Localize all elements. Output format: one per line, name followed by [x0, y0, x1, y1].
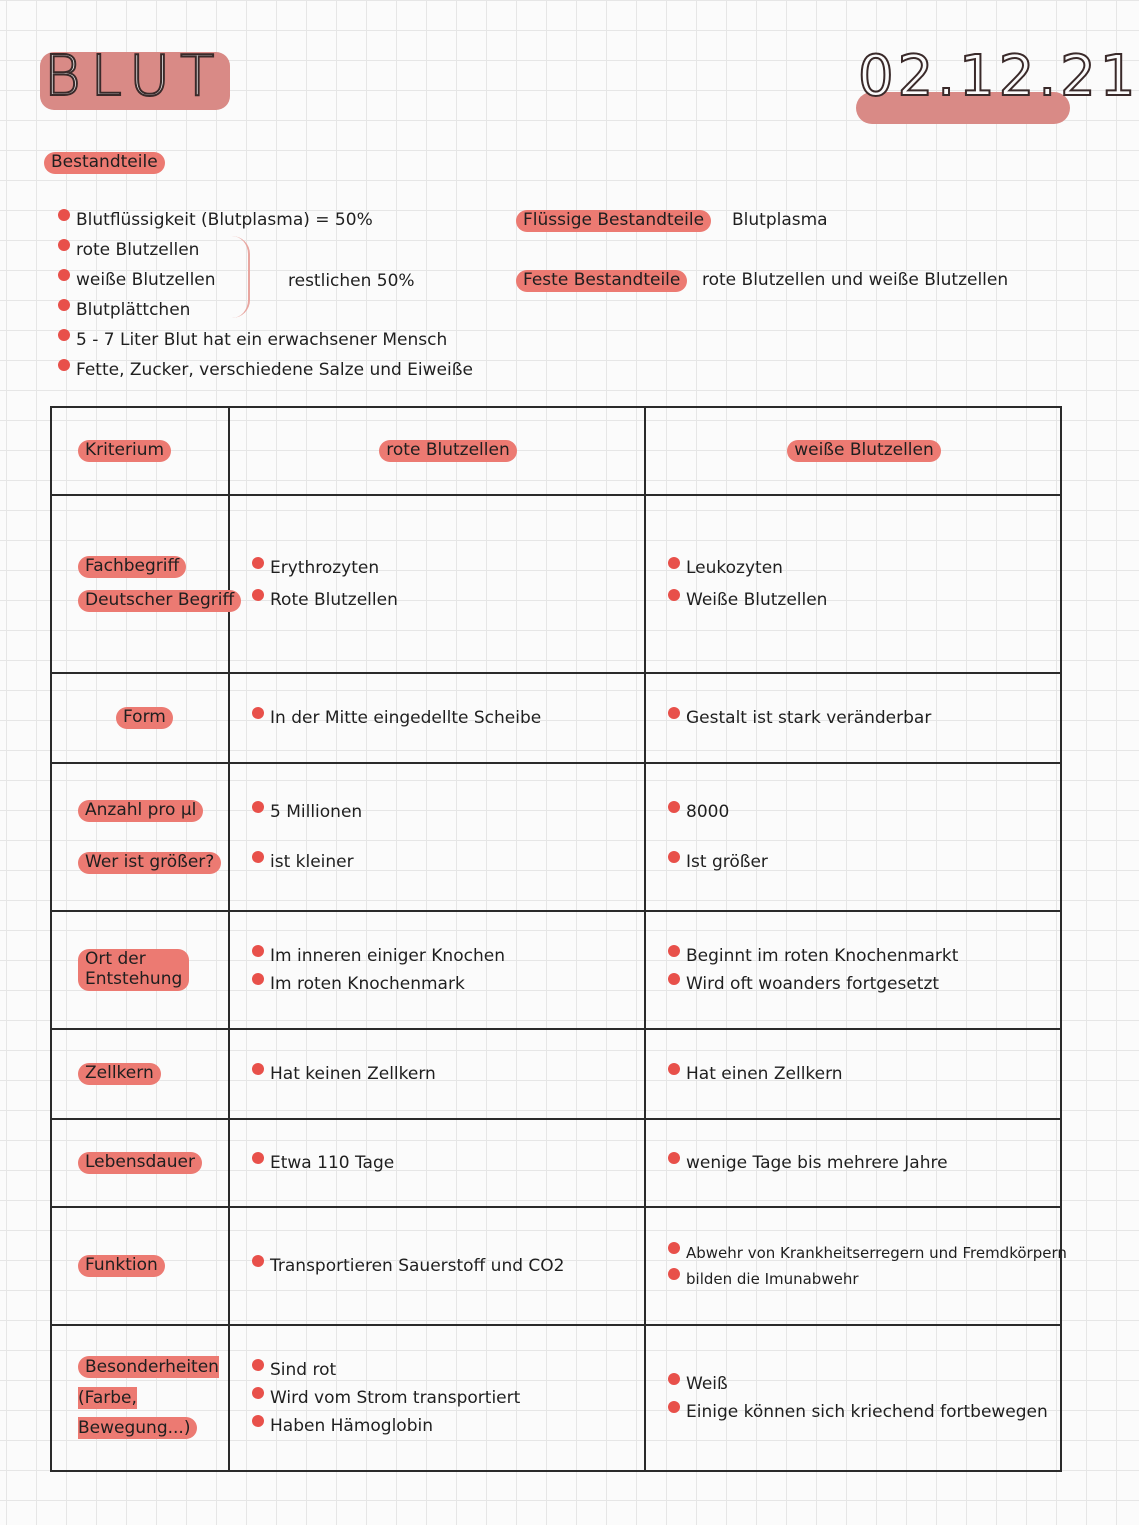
bullet-icon: [58, 209, 70, 221]
weiss-cell: Beginnt im roten Knochenmarkt Wird oft woanders fortgesetzt: [645, 911, 1061, 1029]
bullet-icon: [668, 1401, 680, 1413]
rot-cell: 5 Millionen ist kleiner: [229, 763, 645, 911]
criterion-cell: Fachbegriff Deutscher Begriff: [51, 495, 229, 673]
list-item: Blutplättchen: [58, 300, 190, 320]
criterion-cell: Funktion: [51, 1207, 229, 1325]
bullet-icon: [252, 1152, 264, 1164]
bullet-icon: [668, 557, 680, 569]
bullet-icon: [668, 589, 680, 601]
criterion-cell: Besonderheiten (Farbe, Bewegung...): [51, 1325, 229, 1471]
weiss-cell: Leukozyten Weiße Blutzellen: [645, 495, 1061, 673]
page-title: BLUT: [44, 44, 225, 109]
weiss-cell: Weiß Einige können sich kriechend fortbewegen: [645, 1325, 1061, 1471]
table-row: [51, 1029, 1061, 1119]
bullet-icon: [252, 1387, 264, 1399]
bullet-icon: [252, 1415, 264, 1427]
table-row: [51, 911, 1061, 1029]
table-header-cell: rote Blutzellen: [229, 407, 645, 495]
list-item: Fette, Zucker, verschiedene Salze und Eiweiße: [58, 360, 473, 380]
fluessig-value: Blutplasma: [732, 210, 828, 230]
brace-note: restlichen 50%: [288, 271, 415, 291]
criterion-cell: Ort der Entstehung: [51, 911, 229, 1029]
bullet-icon: [668, 973, 680, 985]
bullet-icon: [252, 801, 264, 813]
rot-cell: Erythrozyten Rote Blutzellen: [229, 495, 645, 673]
criterion-cell: Lebensdauer: [51, 1119, 229, 1207]
table-row: [51, 1207, 1061, 1325]
bullet-icon: [252, 1359, 264, 1371]
criterion-cell: Form: [51, 673, 229, 763]
bullet-icon: [252, 1255, 264, 1267]
fest-value: rote Blutzellen und weiße Blutzellen: [702, 270, 1009, 290]
bullet-icon: [58, 239, 70, 251]
bullet-icon: [252, 707, 264, 719]
bullet-icon: [668, 801, 680, 813]
bullet-icon: [252, 589, 264, 601]
list-item: rote Blutzellen: [58, 240, 199, 260]
fluessig-label: Flüssige Bestandteile: [516, 210, 711, 232]
fest-label: Feste Bestandteile: [516, 270, 687, 292]
table-row: [51, 673, 1061, 763]
weiss-cell: wenige Tage bis mehrere Jahre: [645, 1119, 1061, 1207]
bullet-icon: [668, 707, 680, 719]
bullet-icon: [58, 299, 70, 311]
criterion-cell: Zellkern: [51, 1029, 229, 1119]
list-item: 5 - 7 Liter Blut hat ein erwachsener Mensch: [58, 330, 447, 350]
weiss-cell: Gestalt ist stark veränderbar: [645, 673, 1061, 763]
rot-cell: Hat keinen Zellkern: [229, 1029, 645, 1119]
bullet-icon: [668, 1242, 680, 1254]
table-header-cell: Kriterium: [51, 407, 229, 495]
table-row: [51, 1119, 1061, 1207]
list-item: Blutflüssigkeit (Blutplasma) = 50%: [58, 210, 373, 230]
bullet-icon: [252, 1063, 264, 1075]
table-header-row: [51, 407, 1061, 495]
rot-cell: Im inneren einiger Knochen Im roten Knochenmark: [229, 911, 645, 1029]
page-date: 02.12.21: [858, 44, 1139, 109]
rot-cell: Sind rot Wird vom Strom transportiert Haben Hämoglobin: [229, 1325, 645, 1471]
weiss-cell: Hat einen Zellkern: [645, 1029, 1061, 1119]
bullet-icon: [252, 851, 264, 863]
weiss-cell: Abwehr von Krankheitserregern und Fremdkörpern bilden die Imunabwehr: [645, 1207, 1061, 1325]
curly-brace-icon: [228, 236, 250, 318]
weiss-cell: 8000 Ist größer: [645, 763, 1061, 911]
section-heading: Bestandteile: [44, 152, 165, 174]
bullet-icon: [252, 945, 264, 957]
list-item: weiße Blutzellen: [58, 270, 216, 290]
bullet-icon: [58, 329, 70, 341]
bullet-icon: [668, 1063, 680, 1075]
bullet-icon: [252, 973, 264, 985]
bullet-icon: [252, 557, 264, 569]
comparison-table: [50, 406, 1067, 1472]
rot-cell: Etwa 110 Tage: [229, 1119, 645, 1207]
table-header-cell: weiße Blutzellen: [645, 407, 1061, 495]
bullet-icon: [668, 851, 680, 863]
rot-cell: Transportieren Sauerstoff und CO2: [229, 1207, 645, 1325]
rot-cell: In der Mitte eingedellte Scheibe: [229, 673, 645, 763]
bullet-icon: [668, 1268, 680, 1280]
criterion-cell: Anzahl pro µl Wer ist größer?: [51, 763, 229, 911]
table-row: [51, 495, 1061, 673]
bullet-icon: [58, 269, 70, 281]
bullet-icon: [668, 945, 680, 957]
table-row: [51, 763, 1061, 911]
bullet-icon: [668, 1152, 680, 1164]
bullet-icon: [58, 359, 70, 371]
table-row: [51, 1325, 1061, 1471]
bullet-icon: [668, 1373, 680, 1385]
